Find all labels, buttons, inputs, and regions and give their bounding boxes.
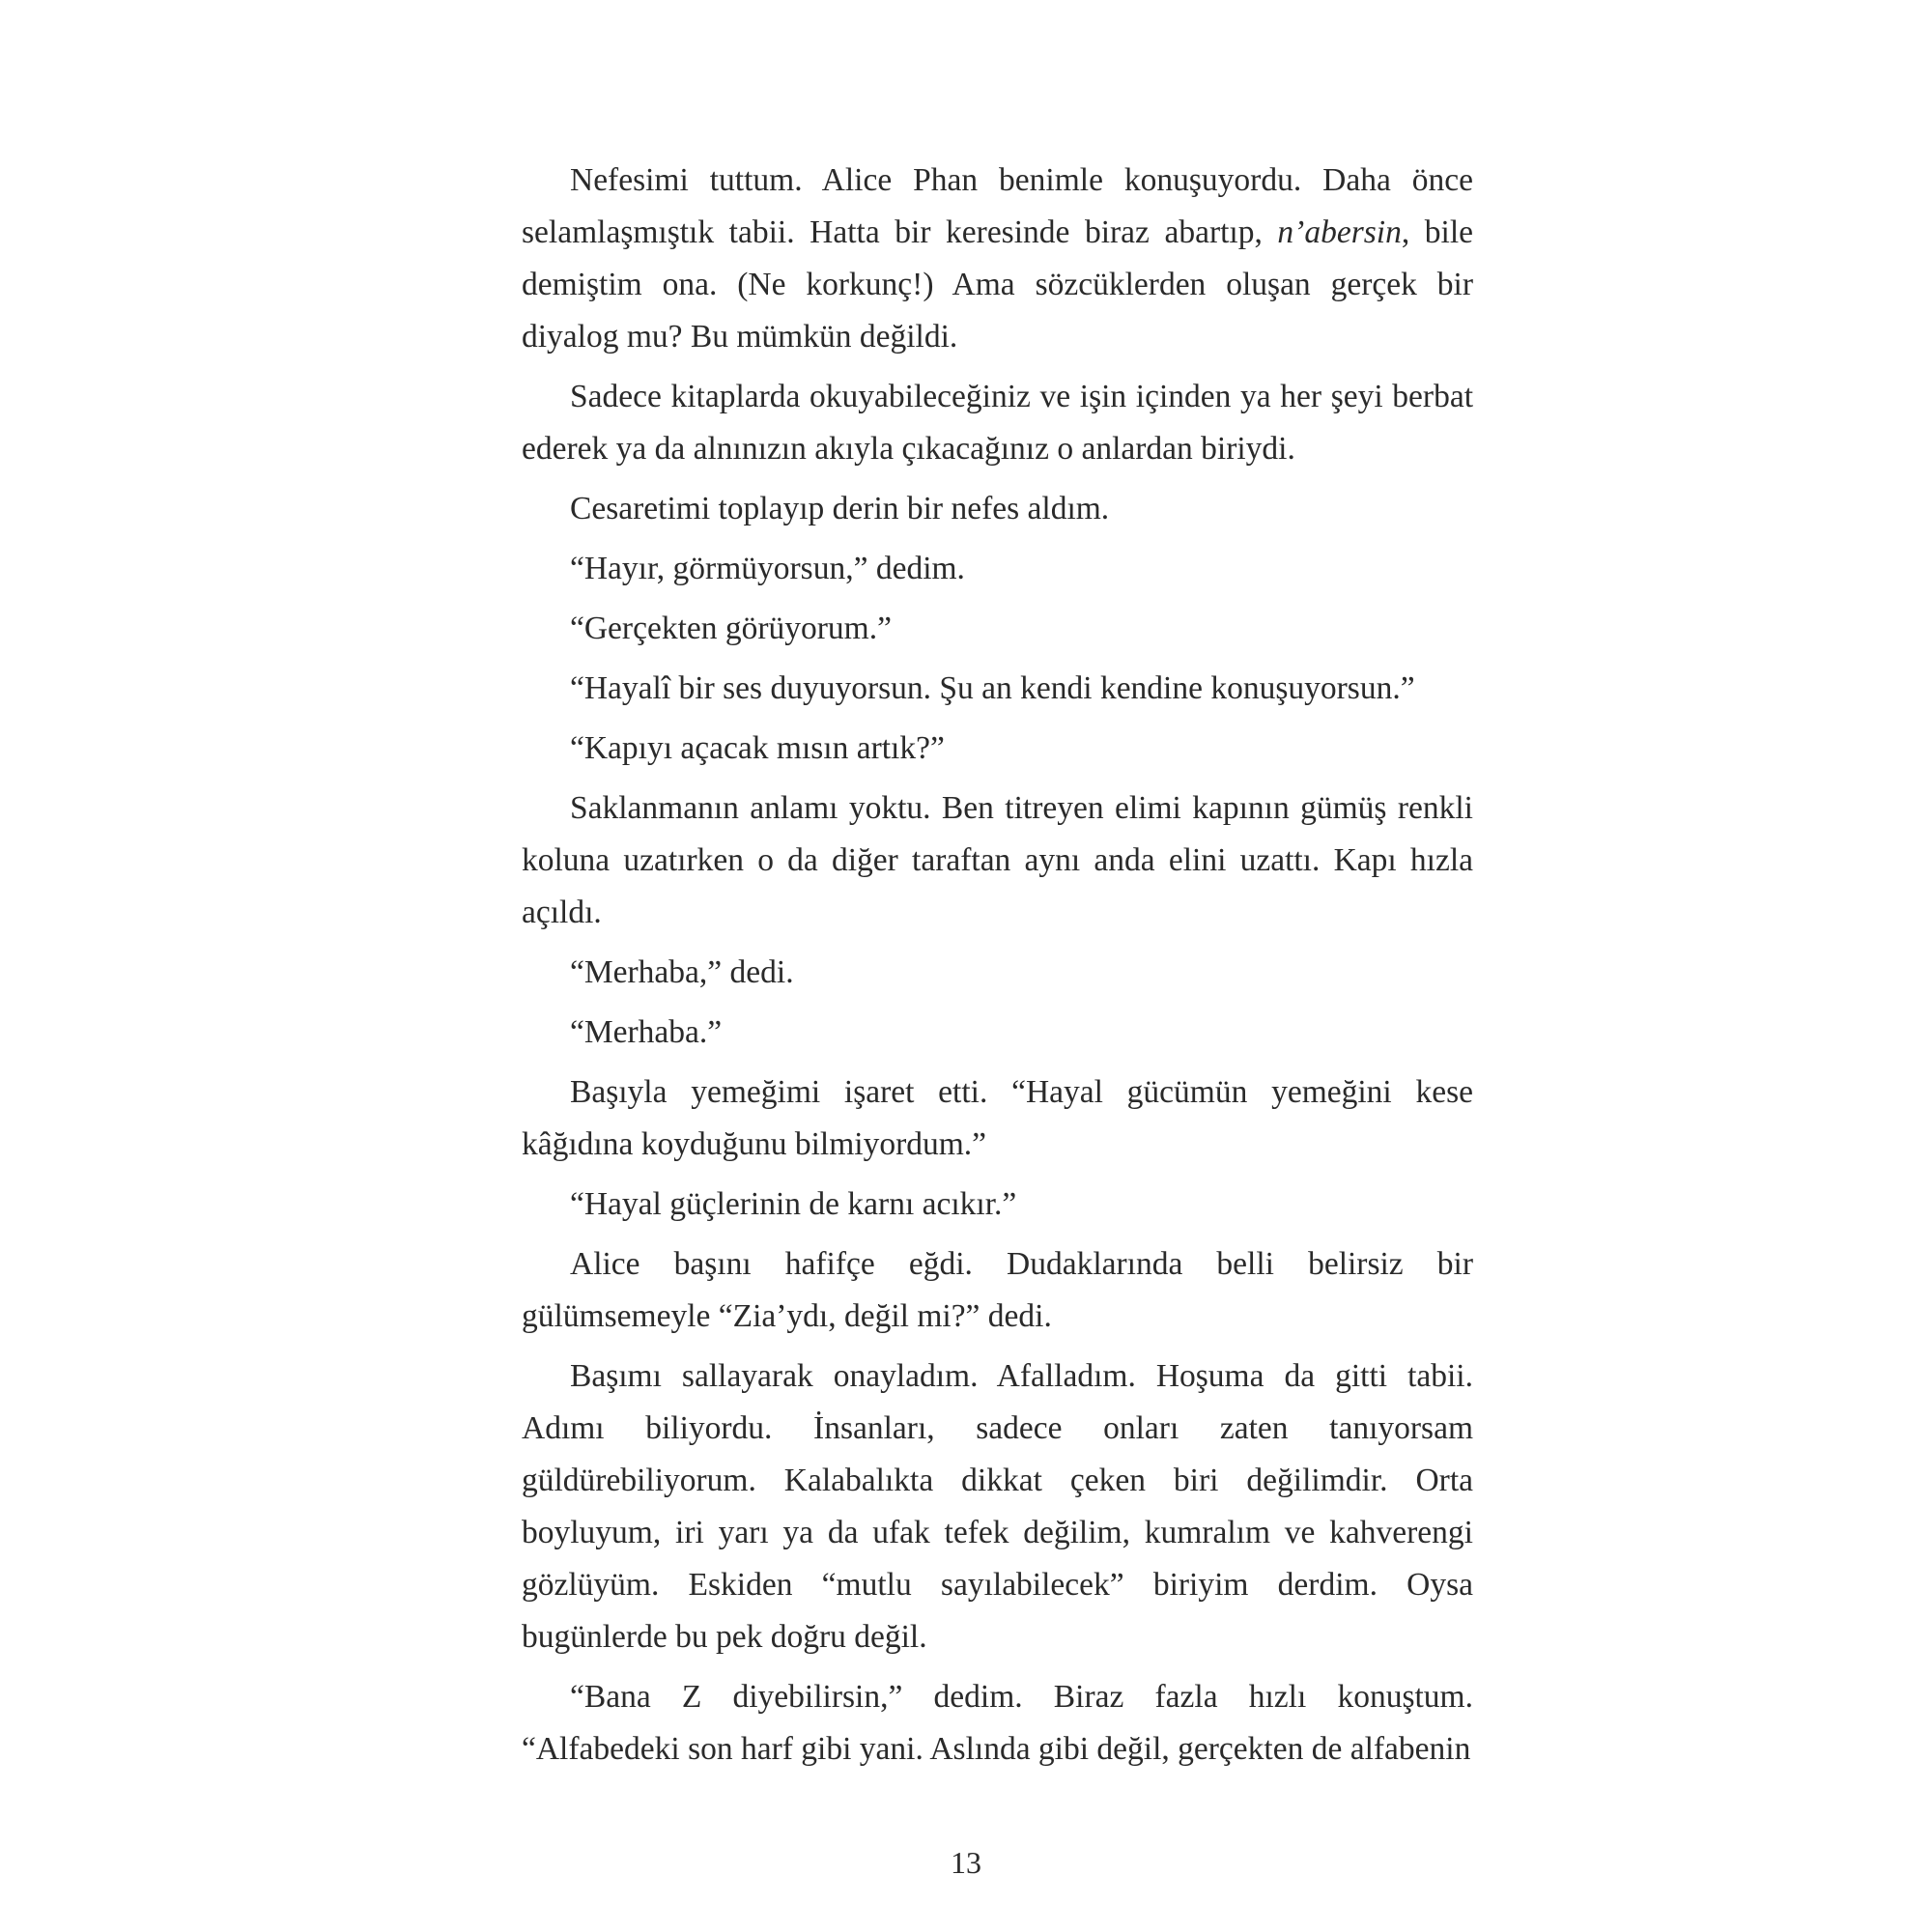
paragraph-6: “Hayalî bir ses duyuyorsun. Şu an kendi kendine konuşuyorsun.” bbox=[570, 670, 1415, 706]
paragraph-4: “Hayır, görmüyorsun,” dedim. bbox=[570, 551, 965, 586]
paragraph-10: “Merhaba.” bbox=[570, 1014, 723, 1050]
page-number: 13 bbox=[951, 1845, 981, 1880]
body-text bbox=[522, 155, 1473, 1783]
italic-word: n’abersin bbox=[1277, 214, 1402, 250]
paragraph-11: Başıyla yemeğimi işaret etti. “Hayal gücümün yemeğini kese kâğıdına koyduğunu bilmiyordum.” bbox=[522, 1074, 1473, 1162]
paragraph-2: Sadece kitaplarda okuyabileceğiniz ve işin içinden ya her şeyi berbat ederek ya da alnınızın akıyla çıkacağınız o anlardan biriydi. bbox=[522, 379, 1473, 467]
paragraph-3: Cesaretimi toplayıp derin bir nefes aldım. bbox=[570, 491, 1110, 526]
paragraph-9: “Merhaba,” dedi. bbox=[570, 954, 794, 990]
paragraph-15: “Bana Z diyebilirsin,” dedim. Biraz fazla hızlı konuştum. “Alfabedeki son harf gibi yani. Aslında gibi değil, gerçekten de alfabenin bbox=[522, 1679, 1473, 1767]
paragraph-7: “Kapıyı açacak mısın artık?” bbox=[570, 730, 945, 766]
paragraph-5: “Gerçekten görüyorum.” bbox=[570, 611, 892, 646]
paragraph-14: Başımı sallayarak onayladım. Afalladım. Hoşuma da gitti tabii. Adımı biliyordu. İnsanları, sadece onları zaten tanıyorsam güldürebiliyorum. Kalabalıkta dikkat çeken biri değilimdir. Orta boyluyum, iri yarı ya da ufak tefek değilim, kumralım ve kahverengi gözlüyüm. Eskiden “mutlu sayılabilecek” biriyim derdim. Oysa bugünlerde bu pek doğru değil. bbox=[522, 1358, 1473, 1655]
paragraph-1: Nefesimi tuttum. Alice Phan benimle konuşuyordu. Daha önce selamlaşmıştık tabii. Hatta bir keresinde biraz abartıp, n’abersin, bile demiştim ona. (Ne korkunç!) Ama sözcüklerden oluşan gerçek bir diyalog mu? Bu mümkün değildi. bbox=[522, 162, 1473, 355]
paragraph-8: Saklanmanın anlamı yoktu. Ben titreyen elimi kapının gümüş renkli koluna uzatırken o da diğer taraftan aynı anda elini uzattı. Kapı hızla açıldı. bbox=[522, 790, 1473, 930]
paragraph-12: “Hayal güçlerinin de karnı acıkır.” bbox=[570, 1186, 1017, 1222]
paragraph-13: Alice başını hafifçe eğdi. Dudaklarında belli belirsiz bir gülümsemeyle “Zia’ydı, değil mi?” dedi. bbox=[522, 1246, 1473, 1334]
